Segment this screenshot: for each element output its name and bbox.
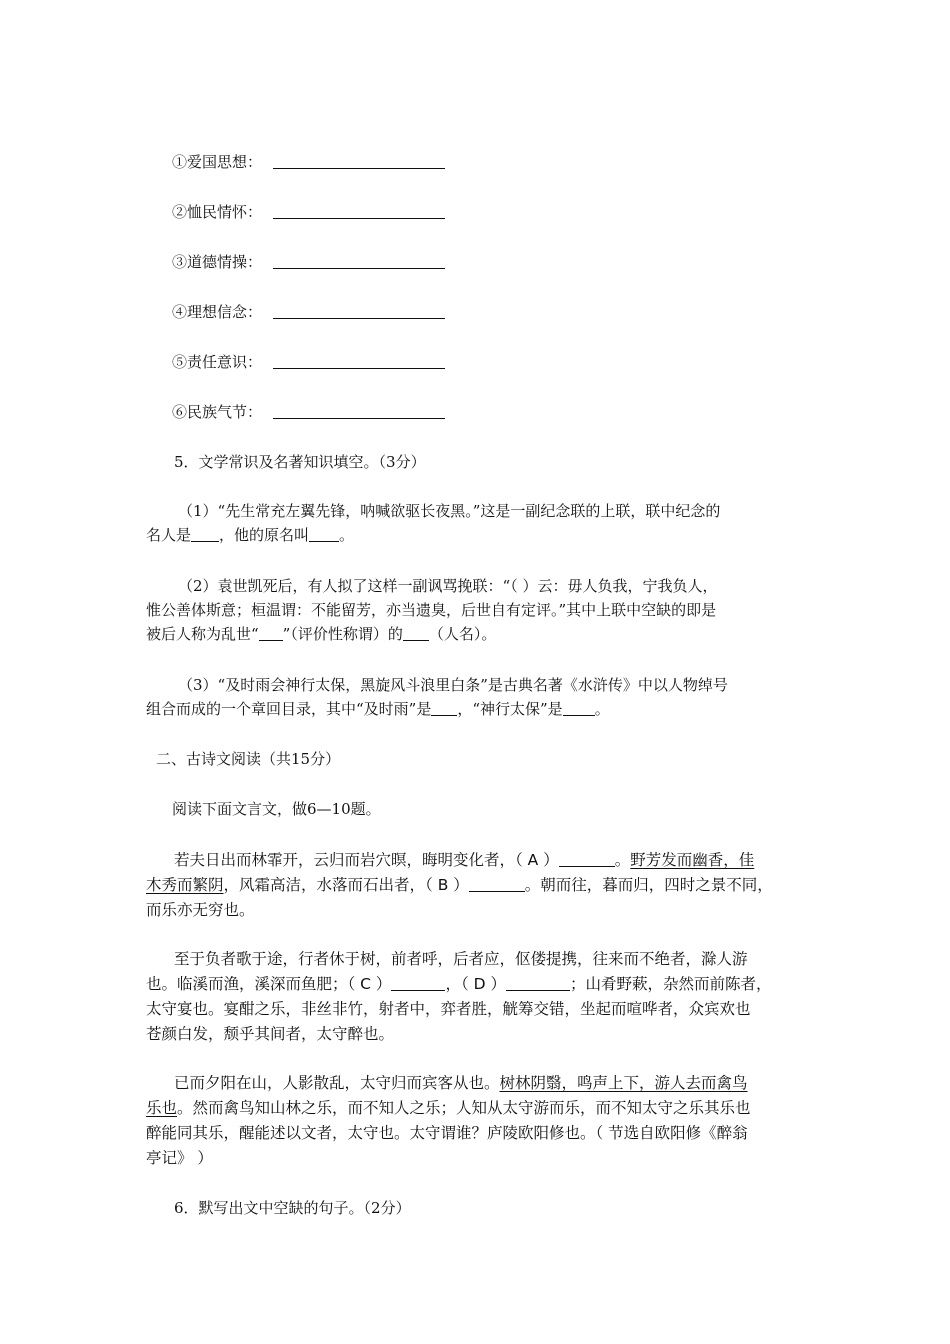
- q5-part1-line1: （1）“先生常充左翼先锋，呐喊欲驱长夜黑。”这是一副纪念联的上联，联中纪念的: [178, 502, 721, 520]
- answer-blank-a[interactable]: [559, 850, 615, 867]
- underlined-text: 木秀而繁阴: [146, 876, 224, 894]
- q5-title: 5．文学常识及名著知识填空。（3分）: [174, 453, 426, 471]
- passage-a-line1: [174, 848, 754, 872]
- passage-c-line4: 亭记》 ）: [146, 1149, 213, 1167]
- answer-blank[interactable]: [403, 624, 429, 641]
- q6-title: 6．默写出文中空缺的句子。（2分）: [174, 1199, 411, 1217]
- section2-intro: 阅读下面文言文，做6—10题。: [172, 800, 381, 818]
- passage-c-line1: [174, 1071, 748, 1095]
- text: 也。临溪而渔，溪深而鱼肥；（ C ）: [146, 975, 392, 993]
- answer-blank-b[interactable]: [469, 875, 525, 892]
- answer-blank[interactable]: [563, 699, 595, 716]
- passage-b-line1: 至于负者歌于途，行者休于树，前者呼，后者应，伛偻提携，往来而不绝者，滁人游: [174, 950, 748, 968]
- text: ，（ D ）: [445, 975, 506, 993]
- text: （人名）。: [428, 625, 497, 643]
- text: ”（评价性称谓）的: [282, 625, 403, 643]
- q5-part3-line2: [146, 697, 610, 721]
- answer-blank[interactable]: [191, 525, 219, 542]
- text: 被后人称为乱世“: [146, 625, 259, 643]
- answer-blank[interactable]: [273, 218, 445, 219]
- passage-b-line4: 苍颜白发，颓乎其间者，太守醉也。: [146, 1025, 395, 1043]
- text: 。: [339, 526, 355, 544]
- underlined-text: 野芳发而幽香，佳: [630, 851, 755, 869]
- passage-c-line2: [146, 1096, 751, 1120]
- underlined-text: 树林阴翳，鸣声上下，游人去而禽鸟: [499, 1074, 748, 1092]
- text: 组合而成的一个章回目录，其中“及时雨”是: [146, 700, 432, 718]
- text: 。朝而往，暮而归，四时之景不同，: [524, 876, 773, 894]
- answer-blank[interactable]: [273, 418, 445, 419]
- section2-title: 二、古诗文阅读（共15分）: [156, 750, 341, 768]
- q5-part2-line1: （2）袁世凯死后，有人拟了这样一副讽骂挽联：“（ ）云：毋人负我，宁我负人，: [178, 577, 718, 595]
- answer-blank[interactable]: [259, 624, 283, 641]
- underlined-text: 乐也: [146, 1099, 178, 1117]
- text: 。: [614, 851, 631, 869]
- fill-item-label: ①爱国思想：: [172, 153, 263, 171]
- answer-blank-c[interactable]: [391, 974, 445, 991]
- answer-blank[interactable]: [273, 168, 445, 169]
- text: 。: [594, 700, 610, 718]
- passage-b-line2: [146, 972, 772, 996]
- passage-b-line3: 太守宴也。宴酣之乐，非丝非竹，射者中，弈者胜，觥筹交错，坐起而喧哗者，众宾欢也: [146, 1000, 751, 1018]
- q5-part1-line2: [146, 523, 354, 547]
- q5-part2-line2: 惟公善体斯意；桓温谓：不能留芳，亦当遗臭，后世自有定评。”其中上联中空缺的即是: [146, 601, 717, 619]
- passage-c-line3: 醉能同其乐，醒能述以文者，太守也。太守谓谁？庐陵欧阳修也。（ 节选自欧阳修《醉翁: [146, 1124, 748, 1142]
- q5-part2-line3: [146, 622, 496, 646]
- answer-blank[interactable]: [273, 368, 445, 369]
- fill-item-label: ③道德情操：: [172, 253, 263, 271]
- passage-a-line3: 而乐亦无穷也。: [146, 901, 255, 919]
- text: 已而夕阳在山，人影散乱，太守归而宾客从也。: [174, 1074, 500, 1092]
- text: 若夫日出而林霏开，云归而岩穴暝，晦明变化者，（ A ）: [174, 851, 559, 869]
- answer-blank[interactable]: [273, 268, 445, 269]
- fill-item-label: ②恤民情怀：: [172, 203, 263, 221]
- q5-part3-line1: （3）“及时雨会神行太保，黑旋风斗浪里白条”是古典名著《水浒传》中以人物绰号: [178, 676, 728, 694]
- text: ，他的原名叫: [219, 526, 310, 544]
- fill-item-label: ④理想信念：: [172, 303, 263, 321]
- answer-blank-d[interactable]: [506, 974, 570, 991]
- passage-a-line2: [146, 873, 773, 897]
- fill-item-label: ⑥民族气节：: [172, 403, 263, 421]
- text: ，“神行太保”是: [457, 700, 563, 718]
- answer-blank[interactable]: [309, 525, 339, 542]
- text: 。然而禽鸟知山林之乐，而不知人之乐；人知从太守游而乐，而不知太守之乐其乐也: [177, 1099, 751, 1117]
- text: 名人是: [146, 526, 192, 544]
- answer-blank[interactable]: [431, 699, 457, 716]
- text: ，风霜高洁，水落而石出者，（ B ）: [223, 876, 469, 894]
- answer-blank[interactable]: [273, 318, 445, 319]
- fill-item-label: ⑤责任意识：: [172, 353, 263, 371]
- text: ；山肴野蔌，杂然而前陈者，: [569, 975, 772, 993]
